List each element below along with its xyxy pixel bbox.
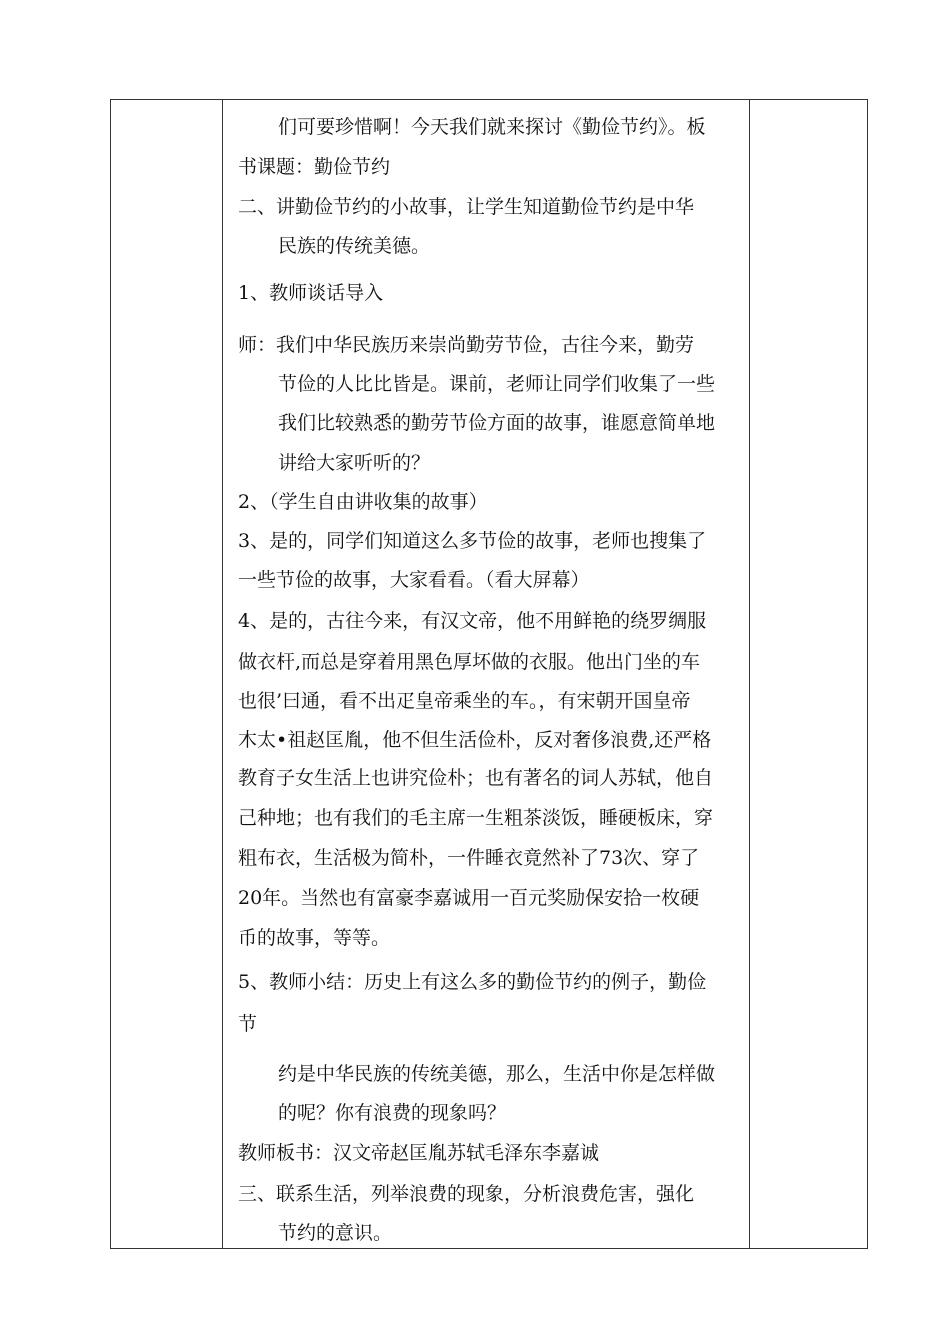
text-line: 也很’曰通，看不出疋皇帝乘坐的车。，有宋朝开国皇帝	[238, 690, 691, 712]
section-heading: 三、联系生活，列举浪费的现象，分析浪费危害，强化	[238, 1183, 695, 1205]
text-line: 节约的意识。	[278, 1222, 393, 1244]
text-line: 粗布衣，生活极为简朴，一件睡衣竟然补了73次、穿了	[238, 847, 700, 869]
text-line: 3、是的，同学们知道这么多节俭的故事，老师也搜集了	[238, 530, 707, 552]
text-line-wrap: 节	[238, 1013, 258, 1035]
text-line: 己种地；也有我们的毛主席一生粗茶淡饭，睡硬板床，穿	[238, 807, 714, 829]
column-divider-left	[222, 100, 223, 1248]
text-line: 20年。当然也有富豪李嘉诚用一百元奖励保安拾一枚硬	[238, 887, 700, 909]
text-line: 一些节俭的故事，大家看看。（看大屏幕）	[238, 569, 590, 591]
text-line: 币的故事，等等。	[238, 927, 391, 949]
text-line: 木太•祖赵匡胤，他不但生活俭朴，反对奢侈浪费,还严格	[238, 729, 712, 751]
text-line: 我们比较熟悉的勤劳节俭方面的故事，谁愿意简单地	[278, 412, 716, 434]
step-heading: 2、（学生自由讲收集的故事）	[238, 491, 488, 513]
text-line: 约是中华民族的传统美德，那么，生活中你是怎样做	[278, 1063, 716, 1085]
text-line: 节俭的人比比皆是。课前，老师让同学们收集了一些	[278, 373, 716, 395]
text-line: 们可要珍惜啊！今天我们就来探讨《勤俭节约》。板	[278, 116, 706, 138]
step-heading: 1、教师谈话导入	[238, 282, 384, 304]
step-heading: 5、教师小结：历史上有这么多的勤俭节约的例子，勤俭	[238, 971, 707, 993]
text-line: 民族的传统美德。	[278, 235, 431, 257]
text-line: 的呢？你有浪费的现象吗？	[278, 1102, 507, 1124]
board-note: 教师板书：汉文帝赵匡胤苏轼毛泽东李嘉诚	[238, 1142, 600, 1164]
section-heading: 二、讲勤俭节约的小故事，让学生知道勤俭节约是中华	[238, 196, 695, 218]
lesson-table	[110, 99, 868, 1249]
text-line: 做衣杆,而总是穿着用黑色厚坏做的衣服。他出门坐的车	[238, 651, 701, 673]
text-line: 书课题：勤俭节约	[238, 156, 391, 178]
text-line: 4、是的，古往今来，有汉文帝，他不用鲜艳的绕罗绸服	[238, 610, 707, 632]
text-line: 教育子女生活上也讲究俭朴；也有著名的词人苏轼，他自	[238, 767, 714, 789]
text-line: 师：我们中华民族历来崇尚勤劳节俭，古往今来，勤劳	[238, 334, 695, 356]
column-divider-right	[749, 100, 750, 1248]
text-line: 讲给大家听听的？	[278, 452, 431, 474]
